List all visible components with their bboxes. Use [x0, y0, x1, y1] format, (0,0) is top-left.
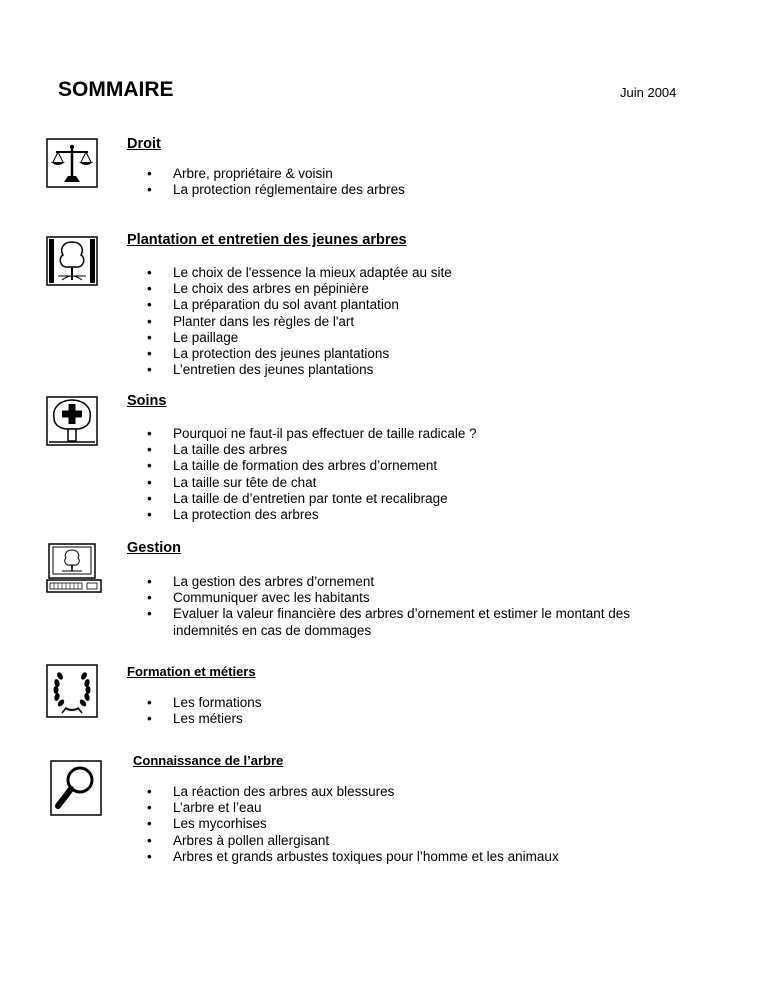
list-item: • La taille de d’entretien par tonte et recalibrage	[147, 490, 448, 506]
computer-tree-icon	[46, 542, 102, 594]
list-item: • La taille des arbres	[147, 442, 288, 458]
scales-icon	[46, 138, 98, 188]
laurel-wreath-icon	[46, 664, 98, 718]
magnifier-icon	[50, 760, 102, 816]
list-item: • L’arbre et l’eau	[147, 800, 262, 816]
page-title: SOMMAIRE	[58, 78, 174, 101]
list-item: • La préparation du sol avant plantation	[147, 297, 399, 313]
list-item: • Evaluer la valeur financière des arbres d’ornement et estimer le montant des indemnités en cas de dommages	[147, 606, 630, 638]
bullet: •	[147, 281, 152, 297]
list-item: • La gestion des arbres d’ornement	[147, 574, 375, 589]
list-item: • Pourquoi ne faut-il pas effectuer de taille radicale ?	[147, 426, 477, 441]
bullet: •	[147, 265, 152, 280]
list-item: • Le choix des arbres en pépinière	[147, 281, 369, 297]
bullet: •	[147, 329, 152, 345]
bullet: •	[147, 816, 152, 832]
bullet: •	[147, 695, 152, 710]
list-item: • La taille sur tête de chat	[147, 474, 317, 490]
bullet: •	[147, 297, 152, 313]
bullet: •	[147, 313, 152, 329]
bullet: •	[147, 166, 152, 181]
bullet: •	[147, 362, 152, 378]
list-item: • La protection réglementaire des arbres	[147, 182, 405, 198]
bullet: •	[147, 458, 152, 474]
bullet: •	[147, 832, 152, 848]
section-title: Plantation et entretien des jeunes arbres	[127, 232, 407, 248]
list-item: • Le choix de l'essence la mieux adaptée au site	[147, 265, 452, 280]
list-item: • Le paillage	[147, 329, 239, 345]
list-item: • Planter dans les règles de l'art	[147, 313, 355, 329]
bullet: •	[147, 800, 152, 816]
section-title: Soins	[127, 393, 167, 409]
bullet: •	[147, 784, 152, 799]
bullet: •	[147, 490, 152, 506]
list-item: • La taille de formation des arbres d’ornement	[147, 458, 438, 474]
bullet: •	[147, 182, 152, 198]
bullet: •	[147, 426, 152, 441]
list-item: • L’entretien des jeunes plantations	[147, 362, 374, 378]
bullet: •	[147, 442, 152, 458]
young-tree-icon	[46, 236, 98, 286]
item-list	[147, 574, 687, 639]
tree-cross-icon	[46, 396, 98, 446]
bullet: •	[147, 474, 152, 490]
bullet: •	[147, 590, 152, 606]
list-item: • Arbres à pollen allergisant	[147, 832, 330, 848]
bullet: •	[147, 848, 152, 864]
bullet: •	[147, 346, 152, 362]
item-list	[147, 695, 687, 727]
list-item: • La protection des jeunes plantations	[147, 346, 390, 362]
bullet: •	[147, 711, 152, 727]
section-title: Connaissance de l’arbre	[133, 753, 284, 768]
item-list	[147, 265, 687, 378]
list-item: • Communiquer avec les habitants	[147, 590, 370, 606]
bullet: •	[147, 606, 152, 622]
item-list	[147, 426, 687, 523]
list-item: • La protection des arbres	[147, 507, 319, 523]
list-item: • Les mycorhises	[147, 816, 267, 832]
list-item: • Les formations	[147, 695, 262, 710]
item-list	[147, 784, 687, 865]
section-title: Gestion	[127, 540, 181, 556]
section-title: Droit	[127, 136, 161, 152]
list-item: • La réaction des arbres aux blessures	[147, 784, 395, 799]
page-date: Juin 2004	[620, 85, 677, 100]
list-item: • Les métiers	[147, 711, 243, 727]
list-item: • Arbres et grands arbustes toxiques pour l’homme et les animaux	[147, 848, 559, 864]
section-title: Formation et métiers	[127, 664, 256, 679]
bullet: •	[147, 507, 152, 523]
list-item: • Arbre, propriétaire & voisin	[147, 166, 333, 181]
bullet: •	[147, 574, 152, 589]
item-list	[147, 166, 687, 198]
